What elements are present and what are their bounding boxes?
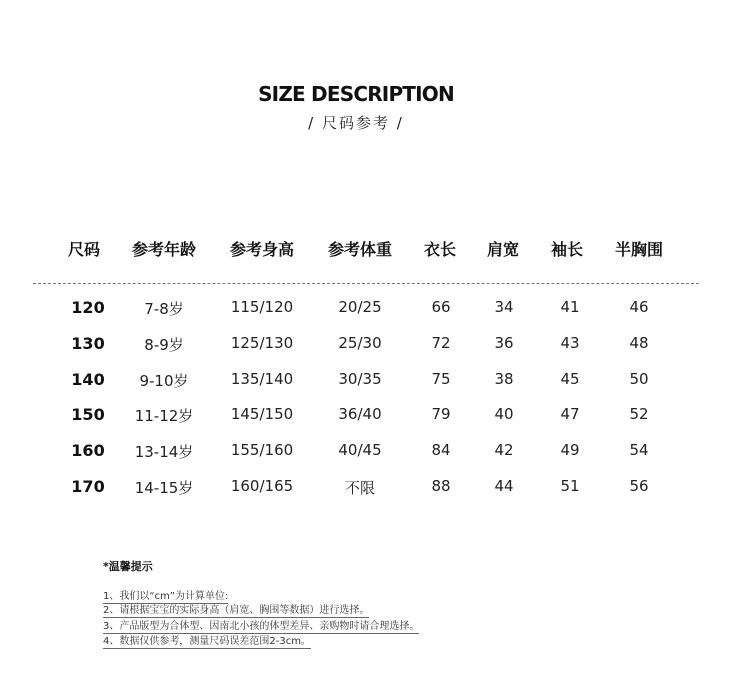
cell-age: 8-9岁: [144, 336, 184, 354]
cell-age: 11-12岁: [134, 407, 194, 425]
page-subtitle: / 尺码参考 /: [308, 114, 404, 132]
dashed-divider: [33, 283, 699, 284]
cell-weight: 25/30: [338, 334, 382, 352]
cell-age: 14-15岁: [134, 479, 194, 497]
cell-shoulder: 38: [494, 370, 514, 388]
header-length: 衣长: [423, 240, 457, 259]
cell-size: 130: [71, 334, 105, 353]
header-half-chest: 半胸围: [614, 240, 664, 259]
cell-height: 135/140: [230, 370, 294, 388]
cell-length: 84: [431, 441, 451, 459]
cell-sleeve: 43: [560, 334, 580, 352]
cell-height: 145/150: [230, 405, 294, 423]
tip-item: 4、数据仅供参考，测量尺码误差范围2-3cm。: [103, 632, 311, 649]
cell-size: 170: [71, 477, 105, 496]
cell-half-chest: 52: [629, 405, 649, 423]
header-sleeve: 袖长: [550, 240, 584, 259]
cell-age: 7-8岁: [144, 300, 184, 318]
cell-sleeve: 45: [560, 370, 580, 388]
header-shoulder: 肩宽: [486, 240, 520, 259]
cell-size: 120: [71, 298, 105, 317]
cell-height: 160/165: [230, 477, 294, 495]
cell-weight: 20/25: [338, 298, 382, 316]
cell-size: 140: [71, 370, 105, 389]
header-size: 尺码: [67, 240, 101, 259]
cell-shoulder: 36: [494, 334, 514, 352]
cell-length: 88: [431, 477, 451, 495]
cell-half-chest: 54: [629, 441, 649, 459]
cell-half-chest: 56: [629, 477, 649, 495]
cell-half-chest: 48: [629, 334, 649, 352]
tips-title: *温馨提示: [103, 560, 153, 573]
header-age: 参考年龄: [131, 240, 197, 259]
cell-length: 75: [431, 370, 451, 388]
cell-weight: 36/40: [338, 405, 382, 423]
cell-height: 115/120: [230, 298, 294, 316]
cell-weight: 30/35: [338, 370, 382, 388]
header-height: 参考身高: [229, 240, 295, 259]
cell-weight: 40/45: [338, 441, 382, 459]
cell-age: 13-14岁: [134, 443, 194, 461]
cell-shoulder: 42: [494, 441, 514, 459]
tip-item: 3、产品版型为合体型、因南北小孩的体型差异、亲购物时请合理选择。: [103, 617, 419, 634]
cell-size: 150: [71, 405, 105, 424]
cell-age: 9-10岁: [139, 372, 189, 390]
tip-item: 2、请根据宝宝的实际身高（肩宽、胸围等数据）进行选择。: [103, 601, 369, 618]
cell-shoulder: 34: [494, 298, 514, 316]
cell-weight: 不限: [344, 479, 376, 497]
cell-half-chest: 46: [629, 298, 649, 316]
header-weight: 参考体重: [327, 240, 393, 259]
cell-half-chest: 50: [629, 370, 649, 388]
page-title: SIZE DESCRIPTION: [258, 82, 454, 106]
cell-sleeve: 47: [560, 405, 580, 423]
cell-length: 79: [431, 405, 451, 423]
cell-shoulder: 44: [494, 477, 514, 495]
cell-height: 125/130: [230, 334, 294, 352]
cell-size: 160: [71, 441, 105, 460]
cell-sleeve: 49: [560, 441, 580, 459]
cell-sleeve: 51: [560, 477, 580, 495]
cell-sleeve: 41: [560, 298, 580, 316]
cell-shoulder: 40: [494, 405, 514, 423]
cell-height: 155/160: [230, 441, 294, 459]
tip-item: 1、我们以“cm”为计算单位:: [103, 587, 228, 604]
cell-length: 66: [431, 298, 451, 316]
cell-length: 72: [431, 334, 451, 352]
